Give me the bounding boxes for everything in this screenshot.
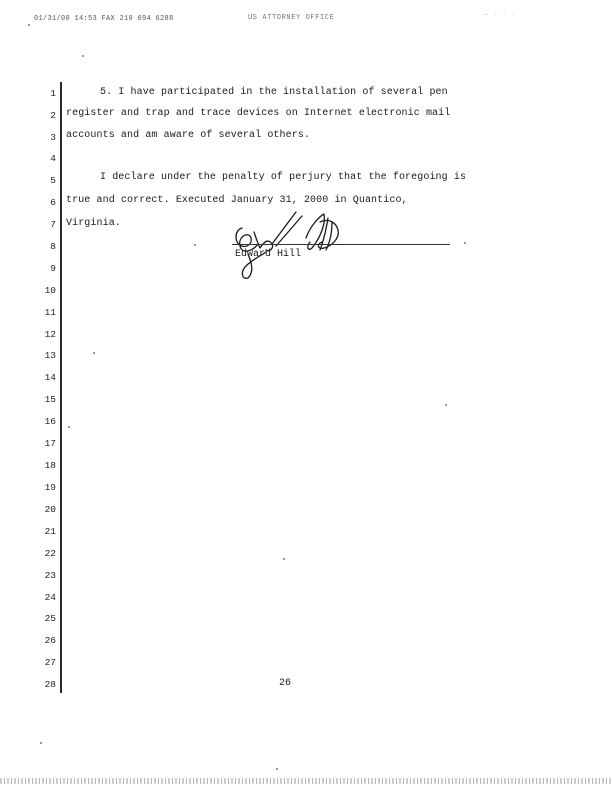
signature-line: [232, 244, 450, 245]
line-number: 18: [44, 460, 56, 471]
line-number: 2: [50, 110, 56, 121]
fax-header-stamp: 01/31/00 14:53 FAX 210 694 6288: [34, 15, 174, 23]
page-number: 26: [279, 678, 292, 689]
fax-header-office: US ATTORNEY OFFICE: [248, 14, 335, 22]
line-number: 21: [44, 526, 56, 537]
declaration-line-1: I declare under the penalty of perjury that the foregoing is: [100, 172, 467, 183]
line-number: 12: [44, 329, 56, 340]
line-number: 3: [50, 132, 56, 143]
line-number: 27: [44, 657, 56, 668]
line-number: 16: [44, 416, 56, 427]
line-number: 14: [44, 372, 56, 383]
line-number: 5: [50, 175, 56, 186]
line-number: 23: [44, 570, 56, 581]
line-number: 24: [44, 592, 56, 603]
fax-header-page-mark: — · · ·: [484, 11, 517, 18]
scan-speck: [283, 558, 285, 560]
line-number: 11: [44, 307, 56, 318]
line-number: 19: [44, 482, 56, 493]
line-number: 13: [44, 350, 56, 361]
line-number: 15: [44, 394, 56, 405]
line-number: 10: [44, 285, 56, 296]
line-number: 7: [50, 219, 56, 230]
scan-speck: [28, 24, 30, 26]
line-number: 25: [44, 613, 56, 624]
line-number: 6: [50, 197, 56, 208]
line-number: 8: [50, 241, 56, 252]
line-number: 26: [44, 635, 56, 646]
left-margin-rule: [60, 82, 62, 693]
paragraph-5-line-3: accounts and am aware of several others.: [66, 130, 311, 141]
line-number: 9: [50, 263, 56, 274]
scan-speck: [40, 742, 42, 744]
scan-speck: [464, 242, 466, 244]
scan-speck: [276, 768, 278, 770]
signatory-name: Edward Hill: [235, 249, 302, 260]
scan-speck: [194, 244, 196, 246]
line-number: 28: [44, 679, 56, 690]
line-number: 1: [50, 88, 56, 99]
declaration-line-3: Virginia.: [66, 218, 121, 229]
scan-speck: [68, 426, 70, 428]
scan-speck: [445, 404, 447, 406]
line-number: 20: [44, 504, 56, 515]
scan-speck: [93, 352, 95, 354]
scan-speck: [82, 55, 84, 57]
line-number: 22: [44, 548, 56, 559]
paragraph-5-line-1: 5. I have participated in the installation of several pen: [100, 87, 448, 98]
line-number: 4: [50, 153, 56, 164]
declaration-line-2: true and correct. Executed January 31, 2000 in Quantico,: [66, 195, 408, 206]
scan-noise-bottom-edge: [0, 778, 612, 784]
line-number: 17: [44, 438, 56, 449]
paragraph-5-line-2: register and trap and trace devices on Internet electronic mail: [66, 108, 451, 119]
